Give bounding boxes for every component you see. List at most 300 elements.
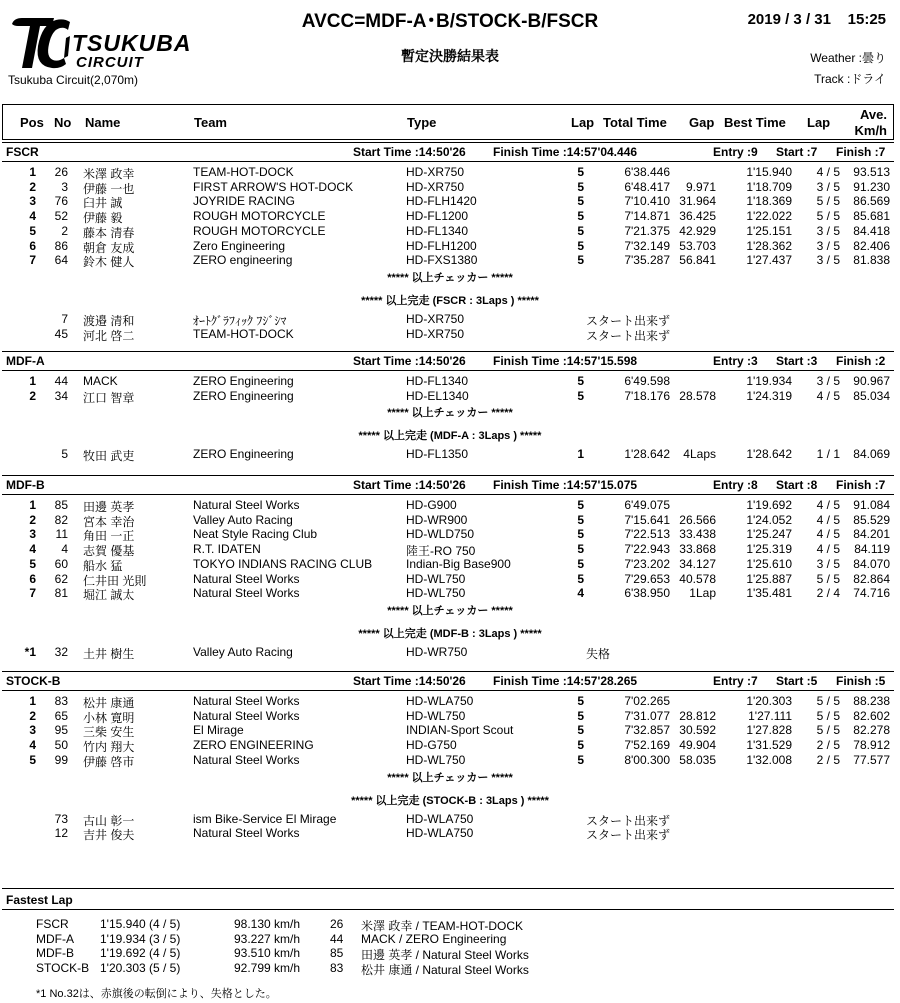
cell-best-lap: 5 / 5 [816,708,840,723]
cell-ave-speed: 84.119 [854,542,890,557]
section-finish-time: Finish Time :14:57'28.265 [493,674,638,688]
cell-pos: 3 [29,527,36,542]
section-class-name: MDF-B [6,478,45,492]
section-start-time: Start Time :14:50'26 [353,478,466,492]
col-best-time: Best Time [724,115,786,130]
fastest-class: MDF-B [36,946,74,960]
section-divider [2,351,894,352]
fastest-lap-row [0,917,900,932]
section-class-name: MDF-A [6,354,45,368]
fastest-time: 1'19.934 (3 / 5) [100,931,181,946]
cell-total-time: 7'22.513 [624,527,670,542]
cell-name: 牧田 武吏 [83,449,135,464]
completion-note: ***** 以上完走 (MDF-B : 3Laps ) ***** [358,627,542,640]
cell-pos: *1 [24,644,36,659]
cell-name: 田邊 英孝 [83,500,135,514]
cell-type: HD-FLH1420 [406,194,477,209]
section-start-time: Start Time :14:50'26 [353,145,466,159]
table-row [0,209,900,224]
table-row-unclassified [0,327,900,342]
cell-lap: 5 [577,238,584,253]
results-header [0,0,900,110]
cell-team: ism Bike-Service El Mirage [193,811,337,826]
cell-no: 45 [54,326,68,341]
cell-ave-speed: 84.418 [853,223,890,238]
cell-best-time: 1'22.022 [746,209,792,224]
cell-team: Natural Steel Works [193,708,300,723]
cell-gap: 36.425 [679,209,716,224]
cell-no: 26 [54,165,68,179]
cell-type: HD-FL1340 [406,374,469,388]
cell-no: 65 [54,708,68,723]
table-row-unclassified [0,447,900,462]
cell-ave-speed: 77.577 [853,752,890,767]
completion-note: ***** 以上完走 (STOCK-B : 3Laps ) ***** [351,794,549,807]
fastest-number: 85 [330,946,344,960]
cell-type: HD-G900 [406,498,457,512]
cell-type: 陸王-RO 750 [406,544,476,559]
col-ave: Ave. [860,107,887,122]
cell-best-lap: 3 / 5 [816,556,840,571]
cell-team: El Mirage [193,723,244,738]
cell-best-time: 1'27.111 [748,708,792,723]
cell-name: 渡邉 清和 [83,313,135,328]
cell-best-time: 1'25.319 [746,542,792,557]
table-row [0,194,900,209]
fastest-class: FSCR [36,917,69,931]
cell-type: HD-FL1350 [406,447,469,462]
checker-note: ***** 以上チェッカー ***** [387,407,513,420]
cell-status: スタート出来ず [586,813,671,828]
fastest-speed: 93.227 km/h [234,931,301,946]
cell-best-lap: 5 / 5 [816,194,840,209]
cell-team: Valley Auto Racing [193,512,293,527]
section-entry-count: Entry :3 [713,354,758,368]
table-row [0,239,900,254]
page-title: AVCC=MDF-A･B/STOCK-B/FSCR [301,11,599,32]
cell-lap: 5 [577,708,584,723]
cell-team: Valley Auto Racing [193,644,293,659]
section-entry-count: Entry :9 [713,145,758,159]
fastest-speed: 93.510 km/h [234,946,301,960]
cell-ave-speed: 82.602 [853,708,890,723]
cell-gap: 42.929 [679,223,716,238]
cell-type: HD-FXS1380 [406,253,478,268]
cell-pos: 1 [29,694,36,708]
cell-best-lap: 4 / 5 [816,388,840,403]
cell-pos: 4 [29,209,36,224]
cell-pos: 5 [29,223,36,238]
cell-total-time: 7'23.202 [624,556,670,571]
section-divider [2,671,894,672]
table-row [0,253,900,268]
cell-no: 64 [54,253,68,268]
cell-no: 62 [54,571,68,586]
fastest-class: MDF-A [36,931,74,946]
section-header [2,478,894,495]
cell-type: Indian-Big Base900 [406,556,511,571]
cell-team: Zero Engineering [193,238,286,253]
cell-lap: 5 [577,752,584,767]
cell-best-lap: 1 / 1 [816,447,840,462]
cell-status: 失格 [586,646,611,661]
cell-pos: 7 [29,586,36,601]
cell-total-time: 6'49.598 [624,374,670,388]
table-row [0,753,900,768]
column-header-row [2,104,894,140]
section-finish-time: Finish Time :14:57'15.075 [493,478,638,492]
cell-name: 臼井 誠 [83,196,123,211]
cell-gap: 4Laps [683,447,716,462]
cell-total-time: 7'02.265 [624,694,670,708]
cell-type: HD-FLH1200 [406,238,477,253]
cell-name: 伊藤 啓市 [83,754,135,769]
cell-best-lap: 4 / 5 [816,527,840,542]
cell-ave-speed: 84.069 [853,447,890,462]
cell-name: 竹内 翔大 [83,740,135,755]
cell-team: TOKYO INDIANS RACING CLUB [193,556,373,571]
cell-ave-speed: 82.864 [853,571,890,586]
cell-ave-speed: 91.084 [853,498,890,512]
cell-no: 11 [55,527,68,542]
cell-ave-speed: 84.201 [853,527,890,542]
cell-type: HD-XR750 [406,311,465,326]
cell-team: Neat Style Racing Club [193,527,318,542]
circuit-name: Tsukuba Circuit(2,070m) [8,73,139,87]
cell-name: 角田 一正 [83,529,135,544]
col-ave-unit: Km/h [854,123,887,138]
cell-no: 34 [54,388,68,403]
cell-team: ZERO Engineering [193,388,294,403]
cell-total-time: 6'49.075 [624,498,670,512]
cell-ave-speed: 78.912 [853,738,890,753]
table-row [0,586,900,601]
cell-name: 河北 啓二 [83,328,135,343]
cell-no: 12 [54,826,68,841]
cell-status: スタート出来ず [586,313,671,328]
cell-gap: 53.703 [679,238,716,253]
cell-team: TEAM-HOT-DOCK [193,326,294,341]
table-row [0,527,900,542]
cell-best-lap: 4 / 5 [816,165,840,179]
fastest-time: 1'15.940 (4 / 5) [100,917,181,931]
fastest-speed: 92.799 km/h [234,960,301,975]
cell-best-time: 1'25.887 [746,571,792,586]
checker-note: ***** 以上チェッカー ***** [387,771,513,784]
cell-no: 73 [54,811,68,826]
col-pos: Pos [20,115,44,130]
table-row-unclassified [0,645,900,660]
cell-lap: 5 [577,253,584,268]
cell-type: HD-WL750 [406,752,466,767]
cell-type: HD-FL1200 [406,209,469,224]
cell-best-lap: 2 / 4 [816,586,840,601]
section-finish-time: Finish Time :14:57'04.446 [493,145,638,159]
cell-ave-speed: 90.967 [853,374,890,388]
page-subtitle: 暫定決勝結果表 [401,48,499,64]
cell-ave-speed: 82.406 [853,238,890,253]
cell-best-lap: 2 / 5 [816,738,840,753]
cell-no: 86 [54,238,68,253]
cell-total-time: 7'14.871 [624,209,670,224]
cell-best-lap: 3 / 5 [816,223,840,238]
cell-status: スタート出来ず [586,328,671,343]
section-divider [2,142,894,143]
cell-team: R.T. IDATEN [193,542,261,557]
cell-lap: 5 [577,556,584,571]
cell-pos: 5 [29,556,36,571]
cell-pos: 2 [29,388,36,403]
cell-best-time: 1'27.828 [746,723,792,738]
cell-total-time: 6'38.446 [624,165,670,179]
cell-best-lap: 4 / 5 [816,512,840,527]
cell-pos: 3 [29,194,36,209]
cell-team: JOYRIDE RACING [193,194,296,209]
cell-gap: 9.971 [685,179,716,194]
cell-name: 藤本 清春 [83,225,135,240]
table-row [0,513,900,528]
cell-total-time: 6'38.950 [624,586,670,601]
col-team: Team [194,115,227,130]
section-class-name: FSCR [6,145,39,159]
section-finish-count: Finish :7 [836,478,886,492]
section-divider [2,475,894,476]
cell-lap: 5 [577,165,584,179]
cell-name: 仁井田 光則 [83,573,147,588]
cell-no: 76 [54,194,68,209]
table-row [0,738,900,753]
cell-team: ｵｰﾄｸﾞﾗﾌｨｯｸ ﾌｼﾞｼﾏ [193,313,287,328]
fastest-lap-row [0,932,900,947]
cell-lap: 1 [577,447,584,462]
cell-no: 60 [54,556,68,571]
cell-no: 82 [54,512,68,527]
fastest-speed: 98.130 km/h [234,917,301,931]
cell-name: 伊藤 毅 [83,211,123,226]
cell-best-lap: 5 / 5 [816,209,840,224]
cell-best-time: 1'28.362 [746,238,792,253]
logo-sub-wordmark: CIRCUIT [76,54,144,71]
cell-pos: 2 [29,512,36,527]
col-type: Type [407,115,437,130]
cell-ave-speed: 85.529 [853,512,890,527]
cell-gap: 26.566 [679,512,716,527]
fastest-number: 26 [330,917,344,931]
cell-no: 4 [61,542,68,557]
cell-name: 船水 猛 [83,558,123,573]
weather-label: Weather :曇り [810,51,886,65]
cell-best-lap: 3 / 5 [816,253,840,268]
cell-total-time: 7'52.169 [624,738,670,753]
section-start-time: Start Time :14:50'26 [353,354,466,368]
col-no: No [54,115,72,130]
cell-type: HD-XR750 [406,179,465,194]
cell-pos: 4 [29,738,36,753]
cell-name: 土井 樹生 [83,646,135,661]
cell-team: ROUGH MOTORCYCLE [193,223,326,238]
cell-lap: 5 [577,527,584,542]
cell-best-time: 1'32.008 [746,752,792,767]
cell-best-time: 1'25.610 [746,556,792,571]
cell-name: 古山 彰一 [83,813,135,828]
table-row [0,723,900,738]
cell-best-time: 1'15.940 [746,165,792,179]
table-row [0,180,900,195]
cell-pos: 6 [29,238,36,253]
cell-name: 鈴木 健人 [83,255,135,270]
fastest-lap-section [0,884,900,1003]
cell-best-time: 1'19.934 [746,374,792,388]
fastest-number: 44 [330,931,344,946]
fastest-time: 1'20.303 (5 / 5) [100,960,181,975]
col-gap: Gap [689,115,715,130]
cell-name: 小林 寛明 [83,710,135,725]
cell-type: HD-WLD750 [406,527,475,542]
cell-best-time: 1'18.709 [746,179,792,194]
cell-no: 7 [61,311,68,326]
cell-no: 85 [54,498,68,512]
fastest-class: STOCK-B [36,960,90,975]
cell-best-time: 1'18.369 [746,194,792,209]
cell-best-time: 1'35.481 [746,586,792,601]
cell-pos: 2 [29,708,36,723]
checker-note: ***** 以上チェッカー ***** [387,271,513,284]
cell-pos: 1 [29,165,36,179]
cell-total-time: 7'35.287 [624,253,670,268]
cell-gap: 40.578 [679,571,716,586]
cell-gap: 49.904 [679,738,716,753]
cell-ave-speed: 86.569 [853,194,890,209]
cell-best-lap: 3 / 5 [816,374,840,388]
cell-team: Natural Steel Works [193,752,300,767]
cell-best-lap: 5 / 5 [816,571,840,586]
table-row [0,557,900,572]
cell-name: 米澤 政幸 [83,167,135,181]
cell-total-time: 8'00.300 [624,752,670,767]
table-row-unclassified [0,312,900,327]
cell-ave-speed: 85.034 [853,388,890,403]
cell-type: HD-WL750 [406,586,466,601]
cell-total-time: 6'48.417 [624,179,670,194]
cell-type: HD-WLA750 [406,811,474,826]
cell-name: 吉井 俊夫 [83,828,135,843]
cell-best-lap: 3 / 5 [816,179,840,194]
cell-team: Natural Steel Works [193,694,300,708]
table-row [0,389,900,404]
cell-no: 52 [54,209,68,224]
cell-lap: 5 [577,694,584,708]
checker-note: ***** 以上チェッカー ***** [387,604,513,617]
section-finish-count: Finish :2 [836,354,886,368]
cell-name: 宮本 幸治 [83,514,135,529]
cell-name: 朝倉 友成 [83,240,135,255]
cell-best-lap: 4 / 5 [816,542,840,557]
table-row [0,572,900,587]
cell-type: HD-XR750 [406,165,465,179]
cell-gap: 33.438 [679,527,716,542]
cell-pos: 6 [29,571,36,586]
cell-best-lap: 4 / 5 [816,498,840,512]
cell-ave-speed: 74.716 [853,586,890,601]
cell-lap: 5 [577,388,584,403]
cell-gap: 31.964 [679,194,716,209]
cell-type: HD-WLA750 [406,826,474,841]
cell-name: 堀江 誠太 [83,588,135,603]
table-row [0,542,900,557]
section-start-count: Start :5 [776,674,818,688]
cell-team: Natural Steel Works [193,498,300,512]
cell-name: 伊藤 一也 [83,181,135,196]
section-start-count: Start :8 [776,478,818,492]
cell-pos: 2 [29,179,36,194]
cell-best-time: 1'28.642 [746,447,792,462]
cell-gap: 30.592 [679,723,716,738]
cell-ave-speed: 93.513 [853,165,890,179]
cell-team: ZERO Engineering [193,374,294,388]
cell-total-time: 7'29.653 [624,571,670,586]
report-datetime: 2019 / 3 / 31 15:25 [747,11,886,28]
cell-type: HD-FL1340 [406,223,469,238]
fastest-rider: MACK / ZERO Engineering [361,931,507,946]
cell-lap: 5 [577,512,584,527]
cell-name: 江口 智章 [83,390,135,405]
section-finish-count: Finish :5 [836,674,886,688]
cell-ave-speed: 82.278 [853,723,890,738]
cell-name: MACK [83,374,118,388]
fastest-number: 83 [330,960,344,975]
cell-total-time: 7'15.641 [624,512,670,527]
col-name: Name [85,115,121,130]
cell-total-time: 1'28.642 [624,447,670,462]
cell-lap: 5 [577,498,584,512]
track-condition: Track :ドライ [814,72,886,86]
cell-type: HD-XR750 [406,326,465,341]
completion-note: ***** 以上完走 (FSCR : 3Laps ) ***** [361,294,539,307]
cell-team: ROUGH MOTORCYCLE [193,209,326,224]
cell-no: 32 [54,644,68,659]
cell-best-time: 1'31.529 [746,738,792,753]
cell-team: FIRST ARROW'S HOT-DOCK [193,179,354,194]
cell-best-lap: 2 / 5 [816,752,840,767]
cell-name: 松井 康通 [83,696,135,710]
cell-ave-speed: 84.070 [853,556,890,571]
table-row-unclassified [0,826,900,841]
cell-total-time: 7'32.857 [624,723,670,738]
fastest-rider: 松井 康通 / Natural Steel Works [361,962,529,977]
section-start-count: Start :7 [776,145,818,159]
logo-wordmark: TSUKUBA [72,30,192,56]
cell-pos: 1 [29,374,36,388]
table-row [0,374,900,389]
cell-lap: 5 [577,179,584,194]
fastest-lap-row [0,961,900,976]
cell-type: INDIAN-Sport Scout [406,723,514,738]
cell-best-time: 1'27.437 [746,253,792,268]
section-header [2,354,894,371]
cell-lap: 5 [577,542,584,557]
table-row-unclassified [0,812,900,827]
cell-gap: 34.127 [679,556,716,571]
cell-best-time: 1'25.247 [746,527,792,542]
cell-type: HD-WL750 [406,571,466,586]
cell-lap: 4 [577,586,584,601]
cell-gap: 58.035 [679,752,716,767]
fastest-rider: 米澤 政幸 / TEAM-HOT-DOCK [361,919,524,933]
cell-lap: 5 [577,571,584,586]
cell-lap: 5 [577,738,584,753]
section-finish-count: Finish :7 [836,145,886,159]
cell-name: 三柴 安生 [83,725,135,740]
